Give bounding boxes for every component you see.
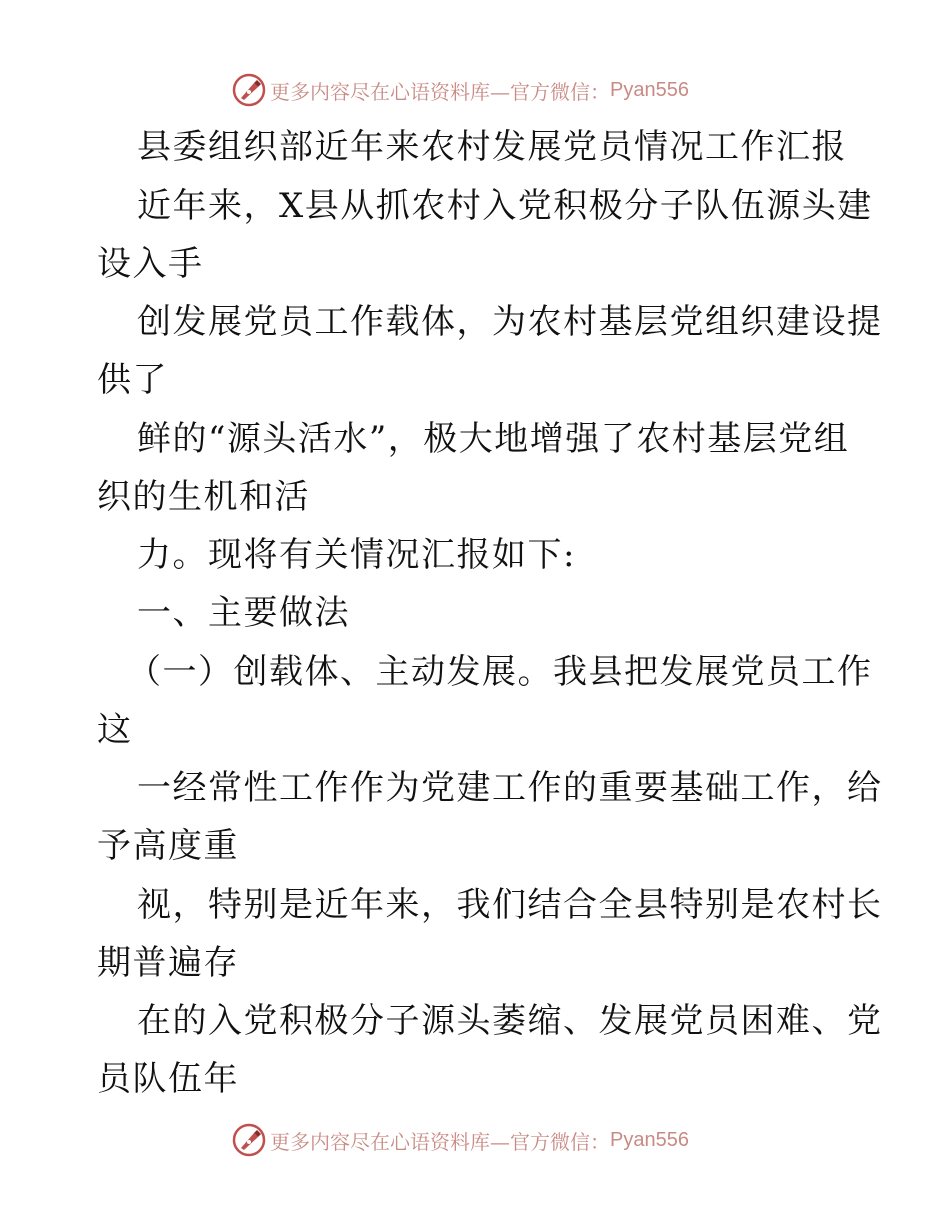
paragraph-line: 供了 xyxy=(97,360,168,400)
paragraph-line: 一经常性工作作为党建工作的重要基础工作，给 xyxy=(137,768,883,808)
pen-nib-logo-icon xyxy=(232,1123,266,1157)
paragraph-line: 予高度重 xyxy=(97,826,239,866)
paragraph-line: 鲜的“源头活水”，极大地增强了农村基层党组 xyxy=(137,419,850,459)
paragraph-line: 力。现将有关情况汇报如下: xyxy=(137,535,576,575)
paragraph-line: 在的入党积极分子源头萎缩、发展党员困难、党 xyxy=(137,1001,883,1041)
paragraph-line: 期普遍存 xyxy=(97,943,239,983)
pen-nib-logo-icon xyxy=(232,73,266,107)
watermark-wechat-id: Pyan556 xyxy=(610,78,689,101)
watermark-header xyxy=(232,72,689,108)
paragraph-line: 设入手 xyxy=(97,244,204,284)
document-title: 县委组织部近年来农村发展党员情况工作汇报 xyxy=(137,127,847,167)
paragraph-line: 视，特别是近年来，我们结合全县特别是农村长 xyxy=(137,885,883,925)
paragraph-line: 员队伍年 xyxy=(97,1059,239,1099)
paragraph-line: 这 xyxy=(97,710,133,750)
watermark-text: 更多内容尽在心语资料库—官方微信： xyxy=(270,1129,610,1154)
watermark-text: 更多内容尽在心语资料库—官方微信： xyxy=(270,79,610,104)
section-heading: 一、主要做法 xyxy=(137,593,350,633)
watermark-wechat-id: Pyan556 xyxy=(610,1128,689,1151)
paragraph-line: 织的生机和活 xyxy=(97,477,310,517)
watermark-footer xyxy=(232,1122,689,1158)
paragraph-line: （一）创载体、主动发展。我县把发展党员工作 xyxy=(127,652,873,692)
paragraph-line: 近年来，X县从抓农村入党积极分子队伍源头建 xyxy=(137,186,873,226)
paragraph-line: 创发展党员工作载体，为农村基层党组织建设提 xyxy=(137,302,883,342)
